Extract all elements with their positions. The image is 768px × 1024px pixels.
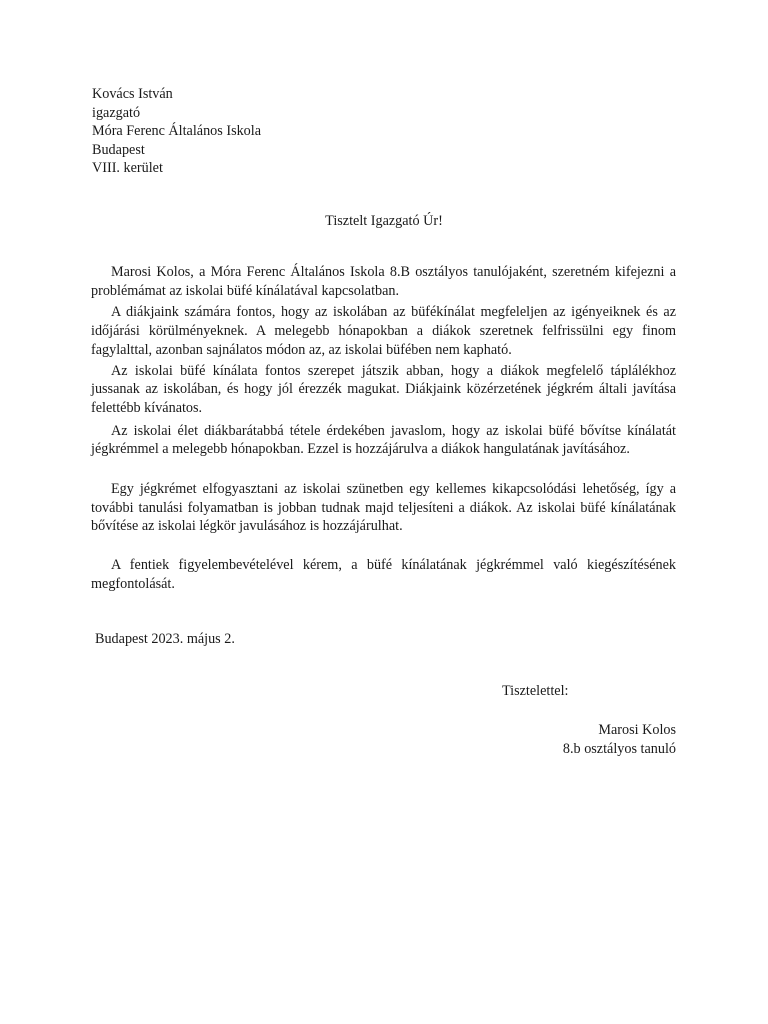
body-paragraph: Egy jégkrémet elfogyasztani az iskolai szünetben egy kellemes kikapcsolódási lehetőség, így a további tanulási folyamatban is jobban tudnak majd teljesíteni a diákok. Az iskolai büfé kínálatának bővítése az iskolai légkör javulásához is hozzájárulhat. bbox=[91, 481, 676, 535]
body-paragraph: Az iskolai büfé kínálata fontos szerepet játszik abban, hogy a diákok megfelelő táplálékhoz jussanak az iskolában, és hogy jól érezzék magukat. Diákjaink közérzetének jégkrém általi javítása felettébb kívánatos. bbox=[91, 362, 676, 416]
signer-name: Marosi Kolos bbox=[598, 722, 676, 738]
recipient-district: VIII. kerület bbox=[92, 160, 163, 176]
salutation: Tisztelt Igazgató Úr! bbox=[325, 213, 443, 229]
body-paragraph: A diákjaink számára fontos, hogy az iskolában az büfékínálat megfeleljen az igényeiknek és az időjárási körülményeknek. A melegebb hónapokban a diákok szeretnek felfrissülni egy finom fagylalttal, azonban sajnálatos módon az, az iskolai büfében nem kapható. bbox=[91, 304, 676, 358]
body-paragraph: A fentiek figyelembevételével kérem, a büfé kínálatának jégkrémmel való kiegészítésének megfontolását. bbox=[91, 557, 676, 592]
letter-body bbox=[91, 263, 676, 594]
recipient-title: igazgató bbox=[92, 104, 141, 121]
recipient-city: Budapest bbox=[92, 141, 145, 158]
recipient-name: Kovács István bbox=[92, 86, 173, 102]
letter-date: Budapest 2023. május 2. bbox=[95, 631, 235, 647]
signer-role: 8.b osztályos tanuló bbox=[562, 741, 676, 757]
closing-phrase: Tisztelettel: bbox=[502, 683, 569, 699]
recipient-school: Móra Ferenc Általános Iskola bbox=[92, 123, 262, 139]
signature-block bbox=[563, 721, 676, 759]
body-paragraph: Marosi Kolos, a Móra Ferenc Általános Iskola 8.B osztályos tanulójaként, szeretném kifejezni a problémámat az iskolai büfé kínálatával kapcsolatban. bbox=[91, 264, 676, 299]
body-paragraph: Az iskolai élet diákbarátabbá tétele érdekében javaslom, hogy az iskolai büfé bővítse kínálatát jégkrémmel a melegebb hónapokban. Ezzel is hozzájárulva a diákok hangulatának javításához. bbox=[91, 422, 676, 458]
recipient-address-block bbox=[92, 85, 261, 178]
